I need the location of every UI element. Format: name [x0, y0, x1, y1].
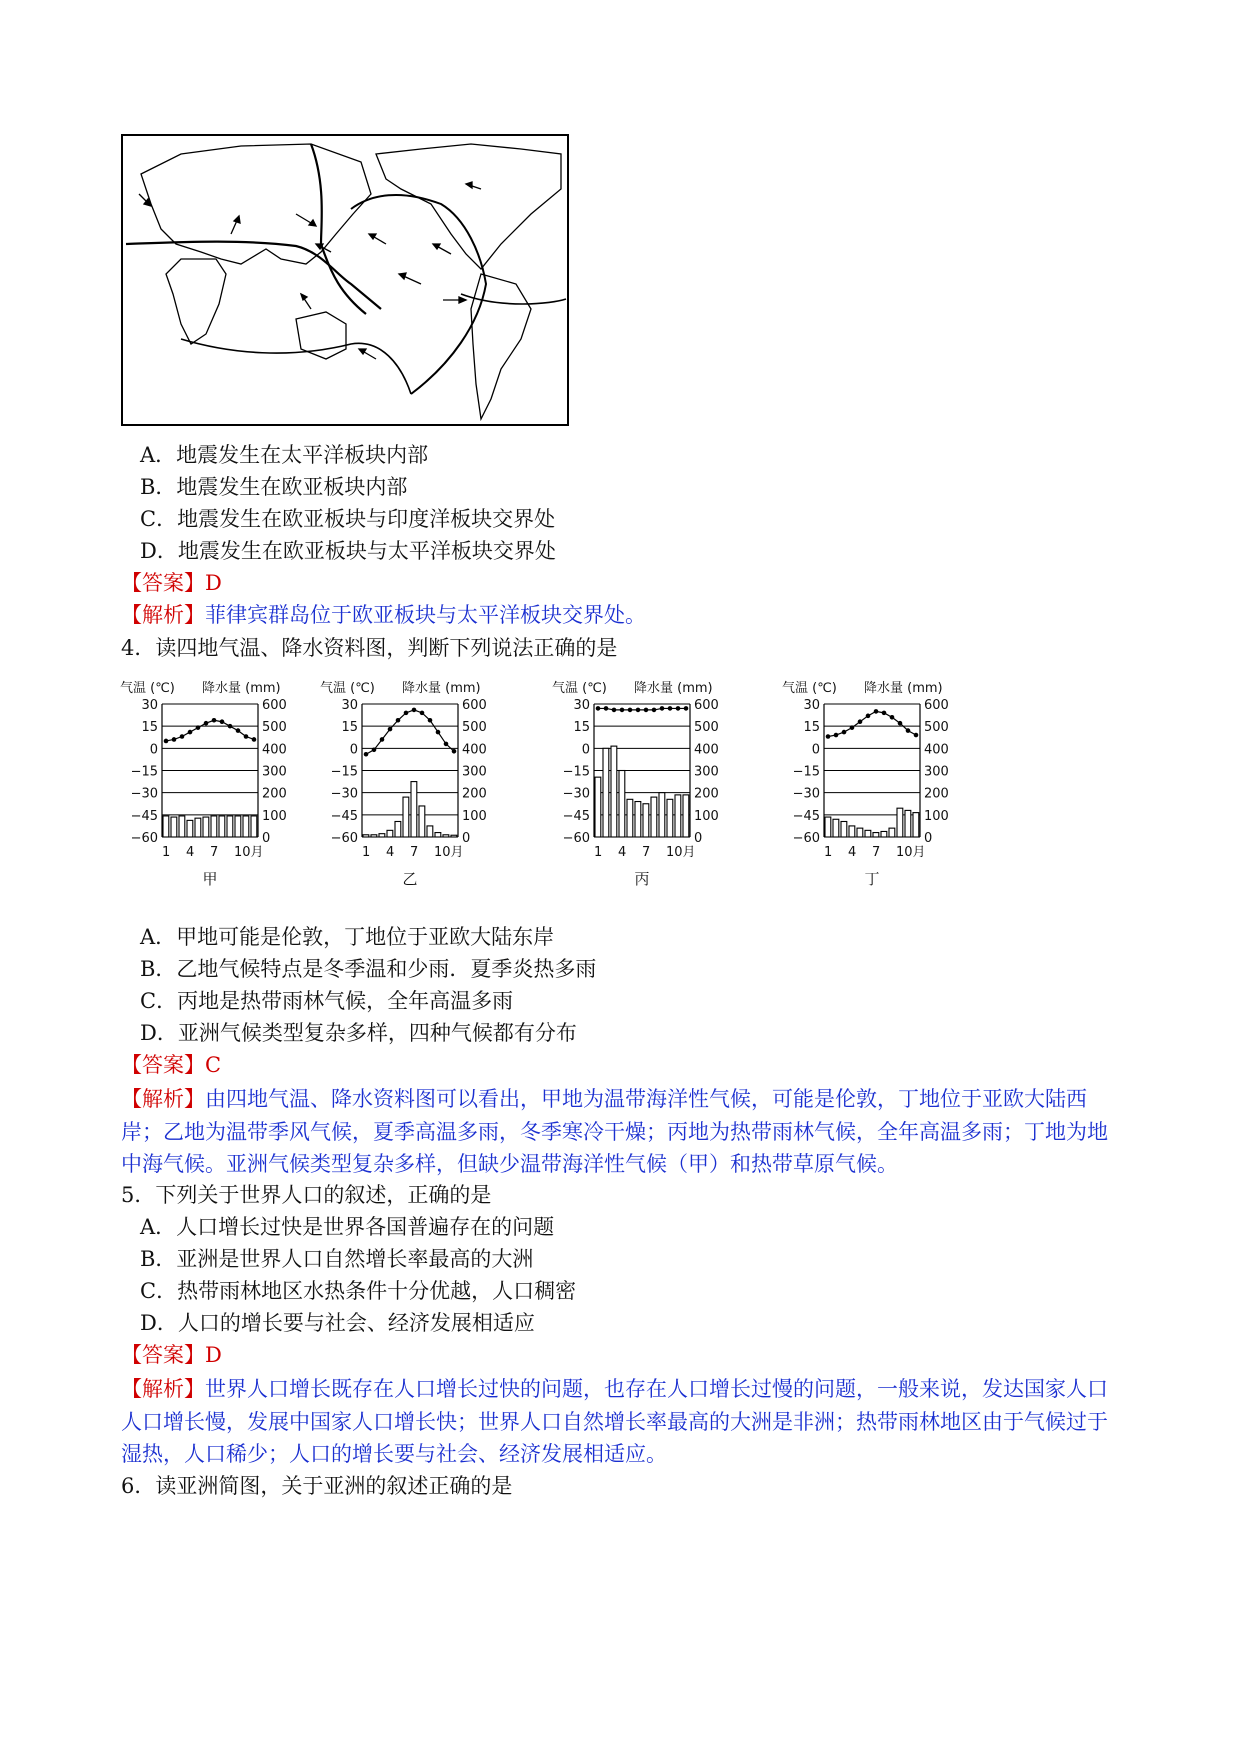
temp-point: [906, 728, 911, 733]
q3-option-b: B．地震发生在欧亚板块内部: [140, 475, 408, 499]
precip-bar: [841, 821, 847, 837]
temp-tick-label: 30: [341, 698, 358, 713]
precip-tick-label: 600: [694, 698, 719, 713]
precip-bar: [873, 833, 879, 837]
temp-point: [866, 714, 871, 719]
temp-tick-label: −60: [562, 831, 590, 846]
temp-tick-label: 15: [341, 720, 358, 736]
temp-point: [364, 752, 369, 757]
temp-tick-label: −15: [130, 764, 158, 780]
precip-bar: [443, 835, 449, 837]
q6-stem: 6．读亚洲简图，关于亚洲的叙述正确的是: [121, 1474, 513, 1498]
precip-bar: [219, 816, 225, 837]
precip-tick-label: 400: [924, 742, 949, 758]
precip-tick-label: 0: [694, 831, 703, 846]
analysis-text: 由四地气温、降水资料图可以看出，甲地为温带海洋性气候，可能是伦敦，丁地位于亚欧大陆西岸；乙地为温带季风气候，夏季高温多雨，冬季寒冷干燥；丙地为热带雨林气候，全年高温多雨；丁地为地中海气候。亚洲气候类型复杂多样，但缺少温带海洋性气候（甲）和热带草原气候。: [121, 1087, 1108, 1176]
temp-point: [652, 708, 657, 713]
precip-bar: [643, 804, 649, 837]
precip-bar: [419, 806, 425, 837]
precip-bar: [187, 820, 193, 837]
temp-point: [620, 708, 625, 713]
month-tick-label: 1: [594, 845, 603, 860]
temp-point: [644, 708, 649, 713]
month-tick-label: 1: [162, 845, 171, 860]
temp-point: [396, 718, 401, 723]
temp-point: [612, 708, 617, 713]
month-tick-label: 10月: [234, 845, 264, 860]
temp-line: [366, 710, 454, 754]
precip-tick-label: 500: [462, 720, 487, 736]
temp-axis-label: 气温 (℃): [120, 681, 175, 696]
precip-bar: [195, 818, 201, 837]
temp-point: [436, 730, 441, 735]
precip-tick-label: 200: [924, 786, 949, 802]
temp-tick-label: 30: [141, 698, 158, 713]
answer-value: D: [205, 1343, 222, 1367]
month-tick-label: 7: [410, 845, 419, 860]
q4-analysis: [121, 1083, 1121, 1181]
temp-tick-label: 0: [149, 742, 158, 758]
precip-bar: [627, 799, 633, 837]
answer-tag: 【答案】: [121, 1053, 205, 1077]
precip-tick-label: 0: [924, 831, 933, 846]
precip-bar: [833, 819, 839, 837]
precip-bar: [865, 830, 871, 837]
temp-tick-label: −15: [562, 764, 590, 780]
precip-tick-label: 100: [694, 808, 719, 824]
temp-point: [388, 727, 393, 732]
temp-point: [890, 715, 895, 720]
precip-tick-label: 100: [924, 808, 949, 824]
analysis-text: 世界人口增长既存在人口增长过快的问题，也存在人口增长过慢的问题，一般来说，发达国家人口人口增长慢，发展中国家人口增长快；世界人口自然增长率最高的大洲是非洲；热带雨林地区由于气候过于湿热，人口稀少；人口的增长要与社会、经济发展相适应。: [121, 1377, 1108, 1466]
temp-tick-label: −45: [330, 808, 358, 824]
precip-bar: [411, 782, 417, 837]
precip-tick-label: 200: [462, 786, 487, 802]
precip-bar: [163, 816, 169, 837]
temp-tick-label: −30: [130, 786, 158, 802]
precip-bar: [211, 816, 217, 837]
temp-point: [380, 737, 385, 742]
answer-value: C: [205, 1053, 222, 1077]
precip-bar: [635, 802, 641, 837]
precip-bar: [825, 817, 831, 837]
month-tick-label: 4: [386, 845, 395, 860]
temp-tick-label: −45: [792, 808, 820, 824]
temp-tick-label: 30: [573, 698, 590, 713]
temp-tick-label: 0: [349, 742, 358, 758]
temp-point: [676, 706, 681, 711]
q5-stem: 5．下列关于世界人口的叙述，正确的是: [121, 1183, 492, 1207]
precip-tick-label: 600: [924, 698, 949, 713]
temp-point: [252, 737, 257, 742]
temp-point: [596, 706, 601, 711]
temp-point: [420, 711, 425, 716]
precip-bar: [387, 830, 393, 837]
q4-option-b: B．乙地气候特点是冬季温和少雨．夏季炎热多雨: [140, 957, 597, 981]
precip-tick-label: 600: [462, 698, 487, 713]
precip-bar: [849, 826, 855, 837]
temp-point: [188, 730, 193, 735]
temp-tick-label: 0: [581, 742, 590, 758]
month-tick-label: 10月: [896, 845, 926, 860]
precip-tick-label: 0: [262, 831, 271, 846]
temp-point: [244, 734, 249, 739]
q4-stem: 4．读四地气温、降水资料图，判断下列说法正确的是: [121, 636, 618, 660]
month-tick-label: 10月: [434, 845, 464, 860]
q3-option-a: A．地震发生在太平洋板块内部: [140, 443, 429, 467]
temp-point: [164, 739, 169, 744]
temp-tick-label: −30: [330, 786, 358, 802]
temp-point: [628, 708, 633, 713]
precip-tick-label: 300: [924, 764, 949, 780]
chart-name: 甲: [202, 870, 218, 888]
q3-option-d: D．地震发生在欧亚板块与太平洋板块交界处: [140, 539, 556, 563]
precip-bar: [603, 748, 609, 837]
precip-axis-label: 降水量 (mm): [202, 681, 281, 696]
precip-bar: [683, 795, 689, 837]
precip-bar: [595, 777, 601, 837]
precip-bar: [235, 816, 241, 837]
precip-tick-label: 100: [262, 808, 287, 824]
month-tick-label: 7: [210, 845, 219, 860]
precip-bar: [227, 816, 233, 837]
answer-tag: 【答案】: [121, 571, 205, 595]
precip-bar: [243, 816, 249, 837]
precip-bar: [667, 799, 673, 837]
temp-tick-label: −60: [792, 831, 820, 846]
temp-point: [180, 734, 185, 739]
temp-point: [636, 708, 641, 713]
month-tick-label: 1: [362, 845, 371, 860]
chart-name: 丁: [864, 870, 880, 888]
precip-axis-label: 降水量 (mm): [864, 681, 943, 696]
precip-tick-label: 200: [694, 786, 719, 802]
temp-tick-label: −30: [792, 786, 820, 802]
precip-tick-label: 400: [462, 742, 487, 758]
analysis-tag: 【解析】: [121, 603, 205, 627]
q5-option-b: B．亚洲是世界人口自然增长率最高的大洲: [140, 1247, 534, 1271]
q3-answer: [121, 568, 222, 598]
q4-answer: [121, 1050, 221, 1080]
precip-tick-label: 500: [924, 720, 949, 736]
precip-axis-label: 降水量 (mm): [402, 681, 481, 696]
precip-tick-label: 300: [694, 764, 719, 780]
precip-bar: [403, 797, 409, 837]
temp-point: [172, 737, 177, 742]
analysis-text: 菲律宾群岛位于欧亚板块与太平洋板块交界处。: [205, 603, 646, 627]
temp-point: [684, 706, 689, 711]
precip-bar: [659, 793, 665, 837]
temp-point: [826, 734, 831, 739]
temp-point: [842, 730, 847, 735]
temp-tick-label: −45: [130, 808, 158, 824]
temp-tick-label: −60: [330, 831, 358, 846]
precip-bar: [611, 746, 617, 837]
temp-point: [604, 706, 609, 711]
temp-point: [660, 706, 665, 711]
q5-option-d: D．人口的增长要与社会、经济发展相适应: [140, 1311, 535, 1335]
precip-bar: [675, 795, 681, 837]
temp-tick-label: −30: [562, 786, 590, 802]
precip-bar: [435, 833, 441, 837]
temp-point: [898, 721, 903, 726]
precip-bar: [395, 821, 401, 837]
precip-tick-label: 400: [694, 742, 719, 758]
temp-point: [220, 719, 225, 724]
temp-point: [212, 718, 217, 723]
month-tick-label: 10月: [666, 845, 696, 860]
precip-bar: [889, 828, 895, 837]
temp-line: [166, 720, 254, 741]
temp-point: [452, 749, 457, 754]
temp-point: [236, 728, 241, 733]
temp-tick-label: −15: [792, 764, 820, 780]
temp-point: [428, 718, 433, 723]
temp-point: [372, 748, 377, 753]
temp-tick-label: 30: [803, 698, 820, 713]
temp-tick-label: −60: [130, 831, 158, 846]
precip-bar: [379, 834, 385, 837]
climate-chart-ding: [782, 680, 992, 930]
month-tick-label: 4: [848, 845, 857, 860]
climate-chart-bing: [552, 680, 762, 930]
climate-chart-jia: [120, 680, 330, 930]
q5-option-c: C．热带雨林地区水热条件十分优越，人口稠密: [140, 1279, 577, 1303]
precip-tick-label: 0: [462, 831, 471, 846]
precip-tick-label: 500: [262, 720, 287, 736]
precip-bar: [857, 828, 863, 837]
precip-tick-label: 200: [262, 786, 287, 802]
chart-name: 乙: [402, 870, 418, 888]
precip-bar: [897, 808, 903, 837]
temp-tick-label: 0: [811, 742, 820, 758]
precip-bar: [371, 835, 377, 837]
temp-point: [444, 742, 449, 747]
temp-point: [834, 733, 839, 738]
temp-tick-label: −45: [562, 808, 590, 824]
temp-point: [914, 733, 919, 738]
chart-name: 丙: [634, 870, 650, 888]
temp-point: [858, 719, 863, 724]
precip-bar: [881, 831, 887, 837]
precip-bar: [651, 797, 657, 837]
q5-analysis: [121, 1373, 1121, 1471]
temp-point: [404, 711, 409, 716]
precip-bar: [171, 817, 177, 837]
temp-axis-label: 气温 (℃): [552, 681, 607, 696]
temp-tick-label: 15: [141, 720, 158, 736]
precip-axis-label: 降水量 (mm): [634, 681, 713, 696]
plate-tectonics-map: [121, 134, 569, 426]
analysis-tag: 【解析】: [121, 1377, 205, 1401]
q5-answer: [121, 1340, 222, 1370]
temp-point: [228, 724, 233, 729]
q5-option-a: A．人口增长过快是世界各国普遍存在的问题: [140, 1215, 555, 1239]
precip-tick-label: 400: [262, 742, 287, 758]
temp-axis-label: 气温 (℃): [320, 681, 375, 696]
precip-tick-label: 300: [262, 764, 287, 780]
temp-point: [850, 725, 855, 730]
temp-point: [196, 725, 201, 730]
month-tick-label: 1: [824, 845, 833, 860]
precip-tick-label: 100: [462, 808, 487, 824]
temp-tick-label: 15: [573, 720, 590, 736]
q4-option-c: C．丙地是热带雨林气候，全年高温多雨: [140, 989, 514, 1013]
temp-point: [874, 709, 879, 714]
precip-bar: [179, 816, 185, 837]
analysis-tag: 【解析】: [121, 1087, 205, 1111]
precip-bar: [251, 816, 257, 837]
temp-point: [412, 708, 417, 713]
precip-bar: [427, 826, 433, 837]
temp-point: [204, 721, 209, 726]
q4-option-a: A．甲地可能是伦敦，丁地位于亚欧大陆东岸: [140, 925, 555, 949]
temp-line: [828, 711, 916, 736]
answer-value: D: [205, 571, 222, 595]
answer-tag: 【答案】: [121, 1343, 205, 1367]
temp-line: [598, 708, 686, 709]
temp-point: [882, 711, 887, 716]
precip-tick-label: 300: [462, 764, 487, 780]
precip-bar: [913, 813, 919, 837]
temp-tick-label: 15: [803, 720, 820, 736]
temp-axis-label: 气温 (℃): [782, 681, 837, 696]
q3-analysis: [121, 600, 646, 630]
precip-bar: [905, 810, 911, 837]
month-tick-label: 4: [186, 845, 195, 860]
precip-bar: [451, 835, 457, 837]
precip-bar: [363, 835, 369, 837]
q3-option-c: C．地震发生在欧亚板块与印度洋板块交界处: [140, 507, 556, 531]
precip-bar: [619, 771, 625, 838]
temp-point: [668, 706, 673, 711]
precip-tick-label: 600: [262, 698, 287, 713]
q4-option-d: D．亚洲气候类型复杂多样，四种气候都有分布: [140, 1021, 577, 1045]
precip-bar: [203, 817, 209, 837]
month-tick-label: 4: [618, 845, 627, 860]
temp-tick-label: −15: [330, 764, 358, 780]
precip-tick-label: 500: [694, 720, 719, 736]
climate-chart-yi: [320, 680, 530, 930]
month-tick-label: 7: [642, 845, 651, 860]
month-tick-label: 7: [872, 845, 881, 860]
